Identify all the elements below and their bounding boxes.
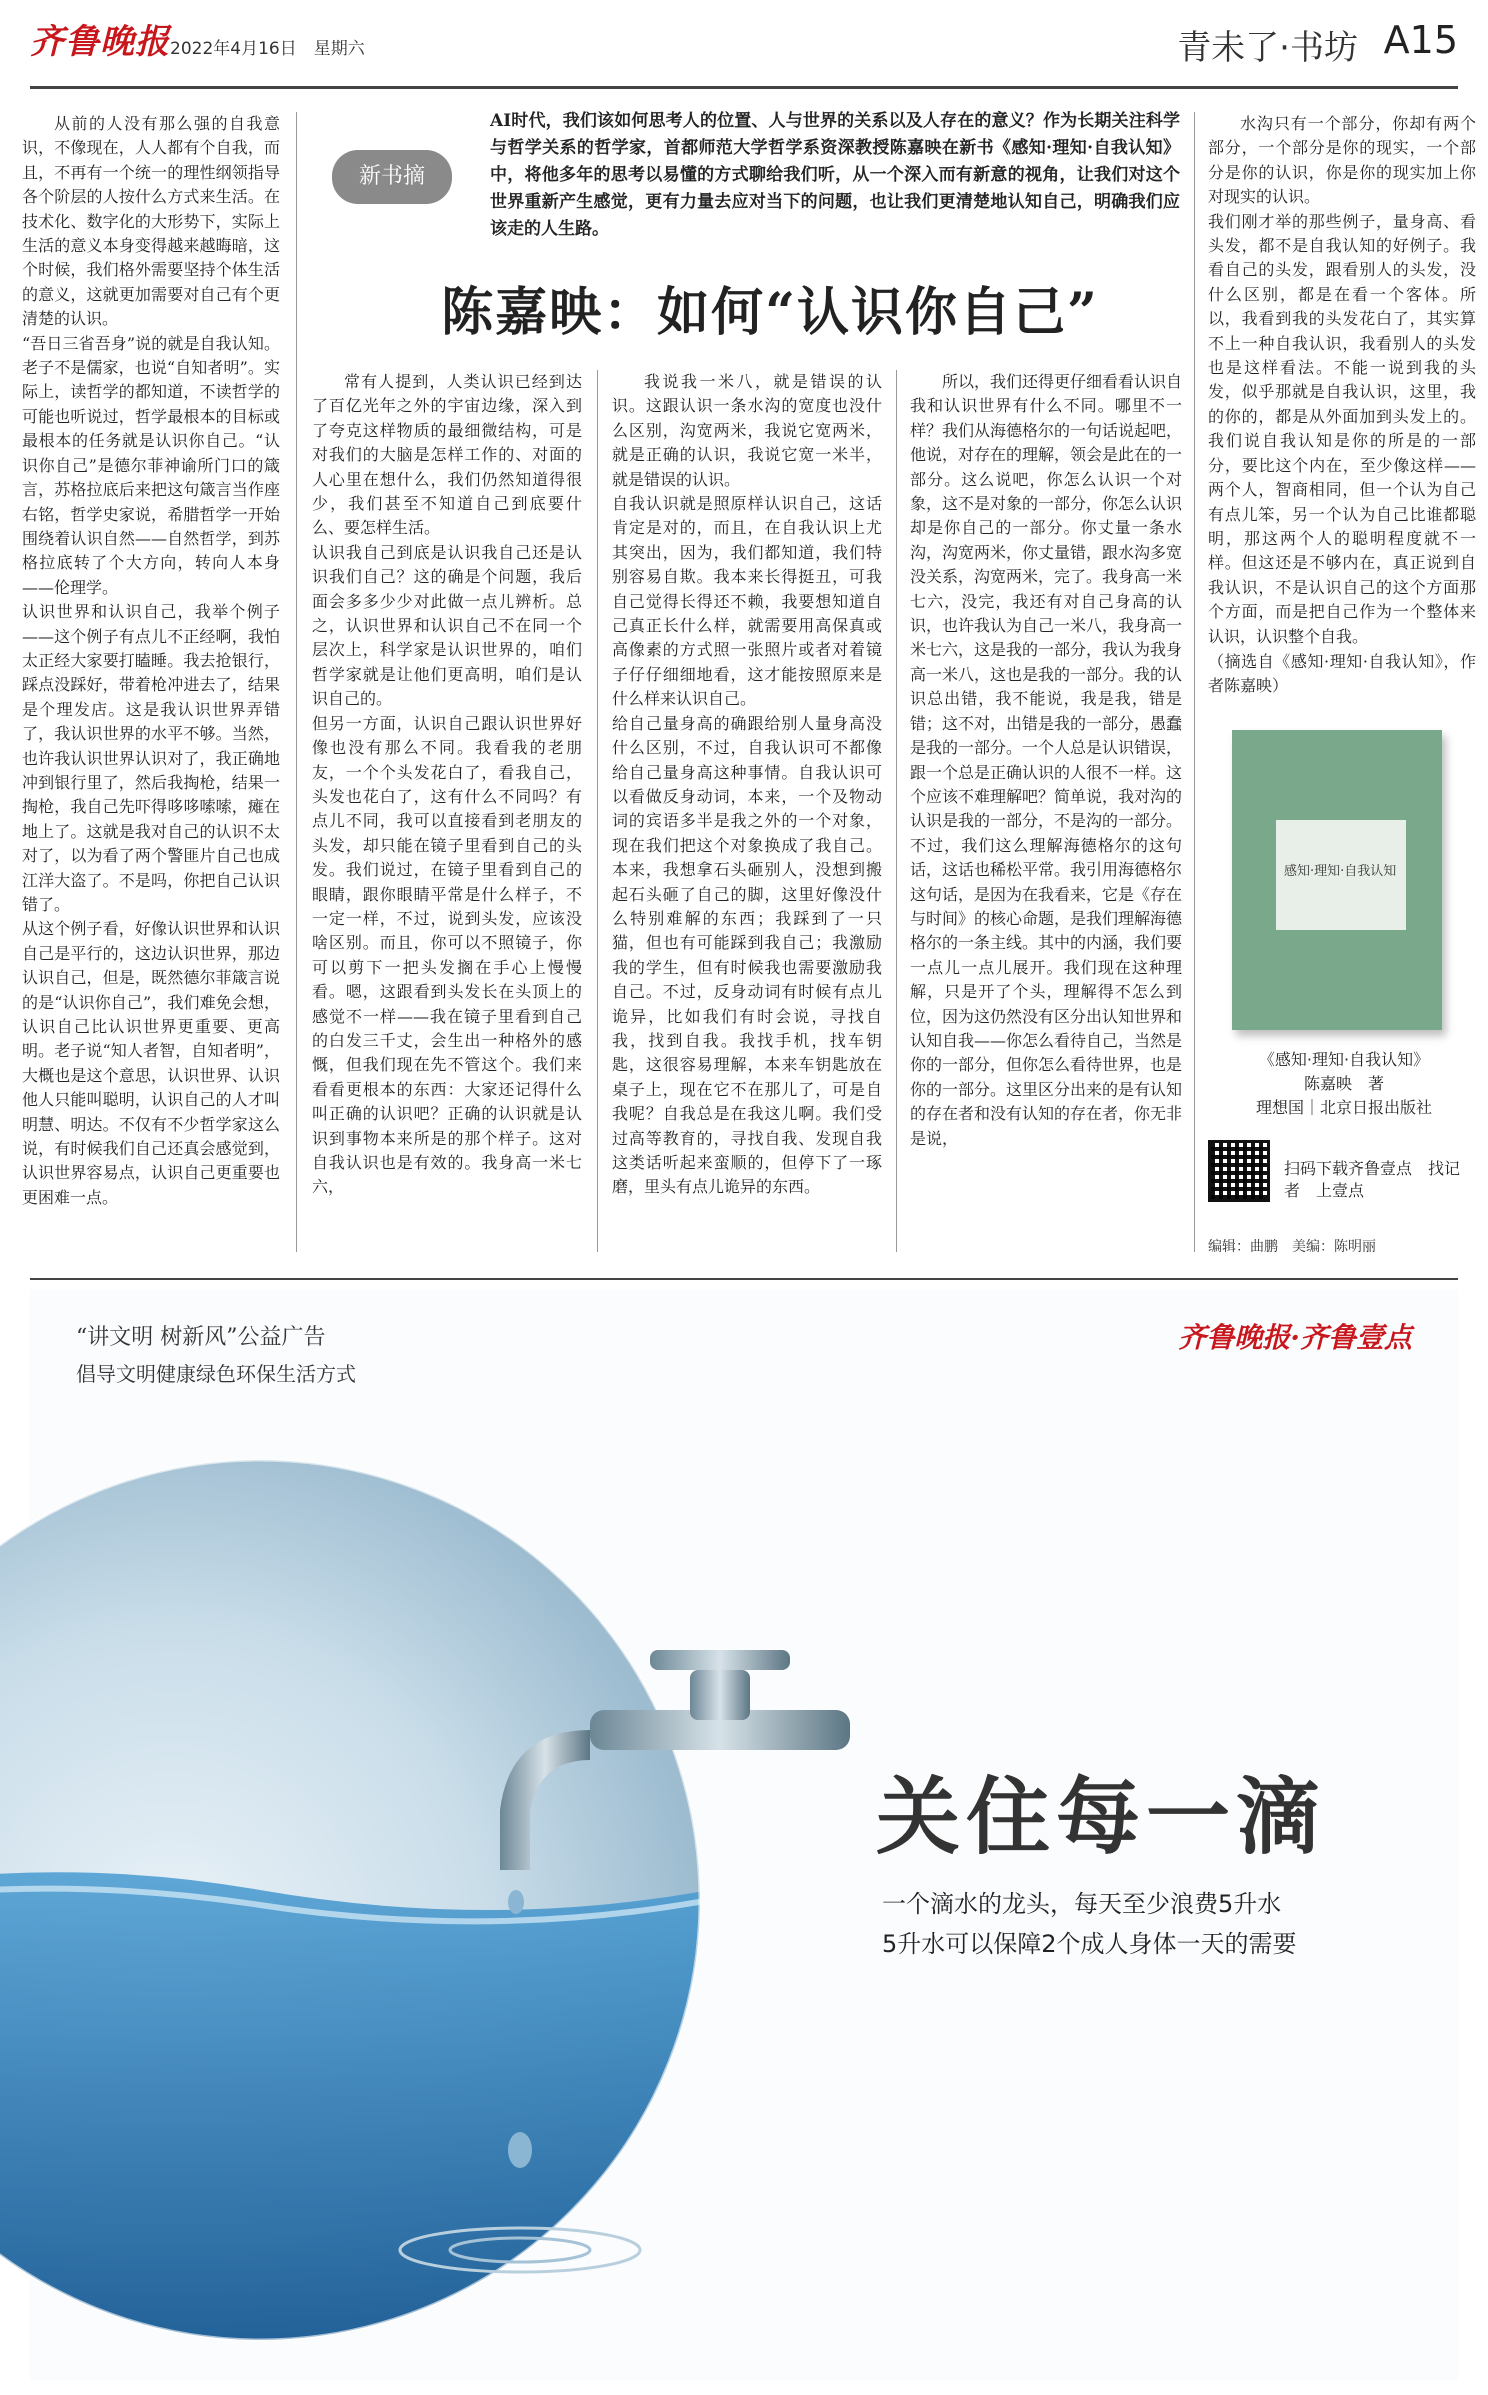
article-column-5: 水沟只有一个部分，你却有两个部分，一个部分是你的现实，一个部分是你的认识，你是你的现实加上你对现实的认识。 我们刚才举的那些例子，量身高、看头发，都不是自我认知的好例子。我看自己的头发，跟看别人的头发，没什么区别，都是在看一个客体。所以，我看到我的头发花白了，其实算不上一种自我认识，我看别人的头发也是这样看法。不能一说到我的头发，似乎那就是自我认识，这里，我的你的，都是从外面加到头发上的。我们说自我认知是你的所是的一部分，要比这个内在，至少像这样——两个人，智商相同，但一个认为自己有点儿笨，另一个认为自己比谁都聪明，那这两个人的聪明程度就不一样。但这还是不够内在，真正说到自我认识，不是认识自己的这个方面那个方面，而是把自己作为一个整体来认识，认识整个自我。 bbox=[1208, 114, 1476, 646]
column-divider bbox=[296, 112, 297, 1252]
section-title: 青未了·书坊 bbox=[1177, 28, 1358, 68]
editor-credits: 编辑：曲鹏 美编：陈明丽 bbox=[1208, 1239, 1376, 1255]
column-divider bbox=[1194, 112, 1195, 1252]
ad-caption-line-1: 一个滴水的龙头，每天至少浪费5升水 bbox=[882, 1890, 1282, 1918]
ad-slogan: “讲文明 树新风”公益广告 bbox=[76, 1325, 326, 1350]
water-drop-icon bbox=[508, 2132, 532, 2168]
article-column-1: 从前的人没有那么强的自我意识，不像现在，人人都有个自我，而且，不再有一个统一的理性纲领指导各个阶层的人按什么方式来生活。在技术化、数字化的大形势下，实际上生活的意义本身变得越来越晦暗，这个时候，我们格外需要坚持个体生活的意义，这就更加需要对自己有个更清楚的认识。 “吾日三省吾身”说的就是自我认知。老子不是儒家，也说“自知者明”。实际上，读哲学的都知道，不读哲学的可能也听说过，哲学最根本的目标或最根本的任务就是认识你自己。“认识你自己”是德尔菲神谕所门口的箴言，苏格拉底后来把这句箴言当作座右铭，哲学史家说，希腊哲学一开始围绕着认识自然——自然哲学，到苏格拉底转了个大方向，转向人本身——伦理学。 认识世界和认识自己，我举个例子——这个例子有点儿不正经啊，我怕太正经大家要打瞌睡。我去抢银行，踩点没踩好，带着枪冲进去了，结果是个理发店。这是我认识世界弄错了，我认识世界的水平不够。当然，也许我认识世界认识对了，我正确地冲到银行里了，然后我掏枪，结果一掏枪，我自己先吓得哆哆嗦嗦，瘫在地上了。这就是我对自己的认识不太对了，以为看了两个警匪片自己也成江洋大盗了。不是吗，你把自己认识错了。 从这个例子看，好像认识世界和认识自己是平行的，这边认识世界，那边认识自己，但是，既然德尔菲箴言说的是“认识你自己”，我们难免会想，认识自己比认识世界更重要、更高明。老子说“知人者智，自知者明”，大概也是这个意思，认识世界、认识他人只能叫聪明，认识自己的人才叫明慧、明达。不仅有不少哲学家这么说，有时候我们自己还真会感觉到，认识世界容易点，认识自己更重要也更困难一点。 bbox=[22, 114, 280, 1207]
article-source: （摘选自《感知·理知·自我认知》，作者陈嘉映） bbox=[1208, 652, 1476, 696]
ad-brand-logo: 齐鲁晚报·齐鲁壹点 bbox=[1178, 1321, 1412, 1354]
newspaper-logo: 齐鲁晚报 bbox=[30, 22, 170, 62]
ad-caption-line-2: 5升水可以保障2个成人身体一天的需要 bbox=[882, 1930, 1297, 1958]
ad-subslogan: 倡导文明健康绿色环保生活方式 bbox=[76, 1362, 356, 1386]
page-number: A15 bbox=[1383, 18, 1458, 62]
book-caption-author: 陈嘉映 著 bbox=[1303, 1074, 1384, 1093]
public-service-ad bbox=[30, 1290, 1458, 2380]
qr-caption: 扫码下载齐鲁壹点 找记者 上壹点 bbox=[1284, 1159, 1461, 1200]
qr-code-icon[interactable] bbox=[1208, 1140, 1270, 1202]
column-divider bbox=[896, 370, 897, 1252]
header-divider bbox=[30, 86, 1458, 89]
article-intro: AI时代，我们该如何思考人的位置、人与世界的关系以及人存在的意义？作为长期关注科学与哲学关系的哲学家，首都师范大学哲学系资深教授陈嘉映在新书《感知·理知·自我认知》中，将他多年的思考以易懂的方式聊给我们听，从一个深入而有新意的视角，让我们对这个世界重新产生感觉，更有力量去应对当下的问题，也让我们更清楚地认知自己，明确我们应该走的人生路。 bbox=[490, 111, 1180, 239]
book-cover-title: 感知·理知·自我认知 bbox=[1284, 864, 1397, 879]
book-caption-publisher: 理想国｜北京日报出版社 bbox=[1255, 1098, 1432, 1117]
water-drop-icon bbox=[508, 1890, 524, 1914]
issue-date: 2022年4月16日 星期六 bbox=[170, 39, 365, 59]
book-caption-title: 《感知·理知·自我认知》 bbox=[1258, 1050, 1430, 1069]
section-tag: 新书摘 bbox=[332, 150, 452, 204]
ad-title: 关住每一滴 bbox=[876, 1767, 1327, 1866]
book-caption bbox=[1214, 1048, 1474, 1120]
column-divider bbox=[597, 370, 598, 1252]
article-column-3: 我说我一米八，就是错误的认识。这跟认识一条水沟的宽度也没什么区别，沟宽两米，我说它宽两米，就是正确的认识，我说它宽一米半，就是错误的认识。 自我认识就是照原样认识自己，这话肯定是对的，而且，在自我认识上尤其突出，因为，我们都知道，我们特别容易自欺。我本来长得挺丑，可我自己觉得长得还不赖，我要想知道自己真正长什么样，就需要用高保真或高像素的方式照一张照片或者对着镜子仔仔细细地看，这才能按照原来是什么样来认识自己。 给自己量身高的确跟给别人量身高没什么区别，不过，自我认识可不都像给自己量身高这种事情。自我认识可以看做反身动词，本来，一个及物动词的宾语多半是我之外的一个对象，现在我们把这个对象换成了我自己。本来，我想拿石头砸别人，没想到搬起石头砸了自己的脚，这里好像没什么特别难解的东西；我踩到了一只猫，但也有可能踩到我自己；我激励我的学生，但有时候我也需要激励我自己。不过，反身动词有时候有点儿诡异，比如我们有时会说，寻找自我，找到自我。我找手机，找车钥匙，这很容易理解，本来车钥匙放在桌子上，现在它不在那儿了，可是自我呢？自我总是在我这儿啊。我们受过高等教育的，寻找自我、发现自我这类话听起来蛮顺的，但停下了一琢磨，里头有点儿诡异的东西。 bbox=[612, 372, 882, 1197]
article-headline: 陈嘉映：如何“认识你自己” bbox=[441, 282, 1099, 343]
article-column-2: 常有人提到，人类认识已经到达了百亿光年之外的宇宙边缘，深入到了夸克这样物质的最细微结构，可是对我们的大脑是怎样工作的、对面的人心里在想什么，我们仍然知道得很少，我们甚至不知道自己到底要什么、要怎样生活。 认识我自己到底是认识我自己还是认识我们自己？这的确是个问题，我后面会多多少少对此做一点儿辨析。总之，认识世界和认识自己不在同一个层次上，科学家是认识世界的，咱们哲学家就是让他们更高明，咱们是认识自己的。 但另一方面，认识自己跟认识世界好像也没有那么不同。我看我的老朋友，一个个头发花白了，看我自己，头发也花白了，这有什么不同吗？有点儿不同，我可以直接看到老朋友的头发，却只能在镜子里看到自己的头发。我们说过，在镜子里看到自己的眼睛，跟你眼睛平常是什么样子，不一定一样，不过，说到头发，应该没啥区别。而且，你可以不照镜子，你可以剪下一把头发搁在手心上慢慢看。嗯，这跟看到头发长在头顶上的感觉不一样——我在镜子里看到自己的白发三千丈，会生出一种格外的感慨，但我们现在先不管这个。我们来看看更根本的东西：大家还记得什么叫正确的认识吧？正确的认识就是认识到事物本来所是的那个样子。这对自我认识也是有效的。我身高一米七六， bbox=[312, 372, 582, 1197]
article-column-4: 所以，我们还得更仔细看看认识自我和认识世界有什么不同。哪里不一样？我们从海德格尔的一句话说起吧，他说，对存在的理解，领会是此在的一部分。这么说吧，你怎么认识一个对象，这不是对象的一部分，你怎么认识却是你自己的一部分。你丈量一条水沟，沟宽两米，你丈量错，跟水沟多宽没关系，沟宽两米，完了。我身高一米七六，没完，我还有对自己身高的认识，也许我认为自己一米八，我身高一米七六，这是我的一部分，我认为我身高一米八，这也是我的一部分。我的认识总出错，我不能说，我是我，错是错；这不对，出错是我的一部分，愚蠢是我的一部分。一个人总是认识错误，跟一个总是正确认识的人很不一样。这个应该不难理解吧？简单说，我对沟的认识是我的一部分，不是沟的一部分。 不过，我们这么理解海德格尔的这句话，这话也稀松平常。我引用海德格尔这句话，是因为在我看来，它是《存在与时间》的核心命题，是我们理解海德格尔的一条主线。其中的内涵，我们要一点儿一点儿展开。我们现在这种理解，只是开了个头，理解得不怎么到位，因为这仍然没有区分出认知世界和认知自我——你怎么看待自己，当然是你的一部分，但你怎么看待世界，也是你的一部分。这里区分出来的是有认知的存在者和没有认知的存在者，你无非是说， bbox=[910, 372, 1183, 1148]
masthead bbox=[30, 14, 1458, 80]
ad-divider bbox=[30, 1278, 1458, 1280]
book-cover-image bbox=[1232, 730, 1442, 1030]
